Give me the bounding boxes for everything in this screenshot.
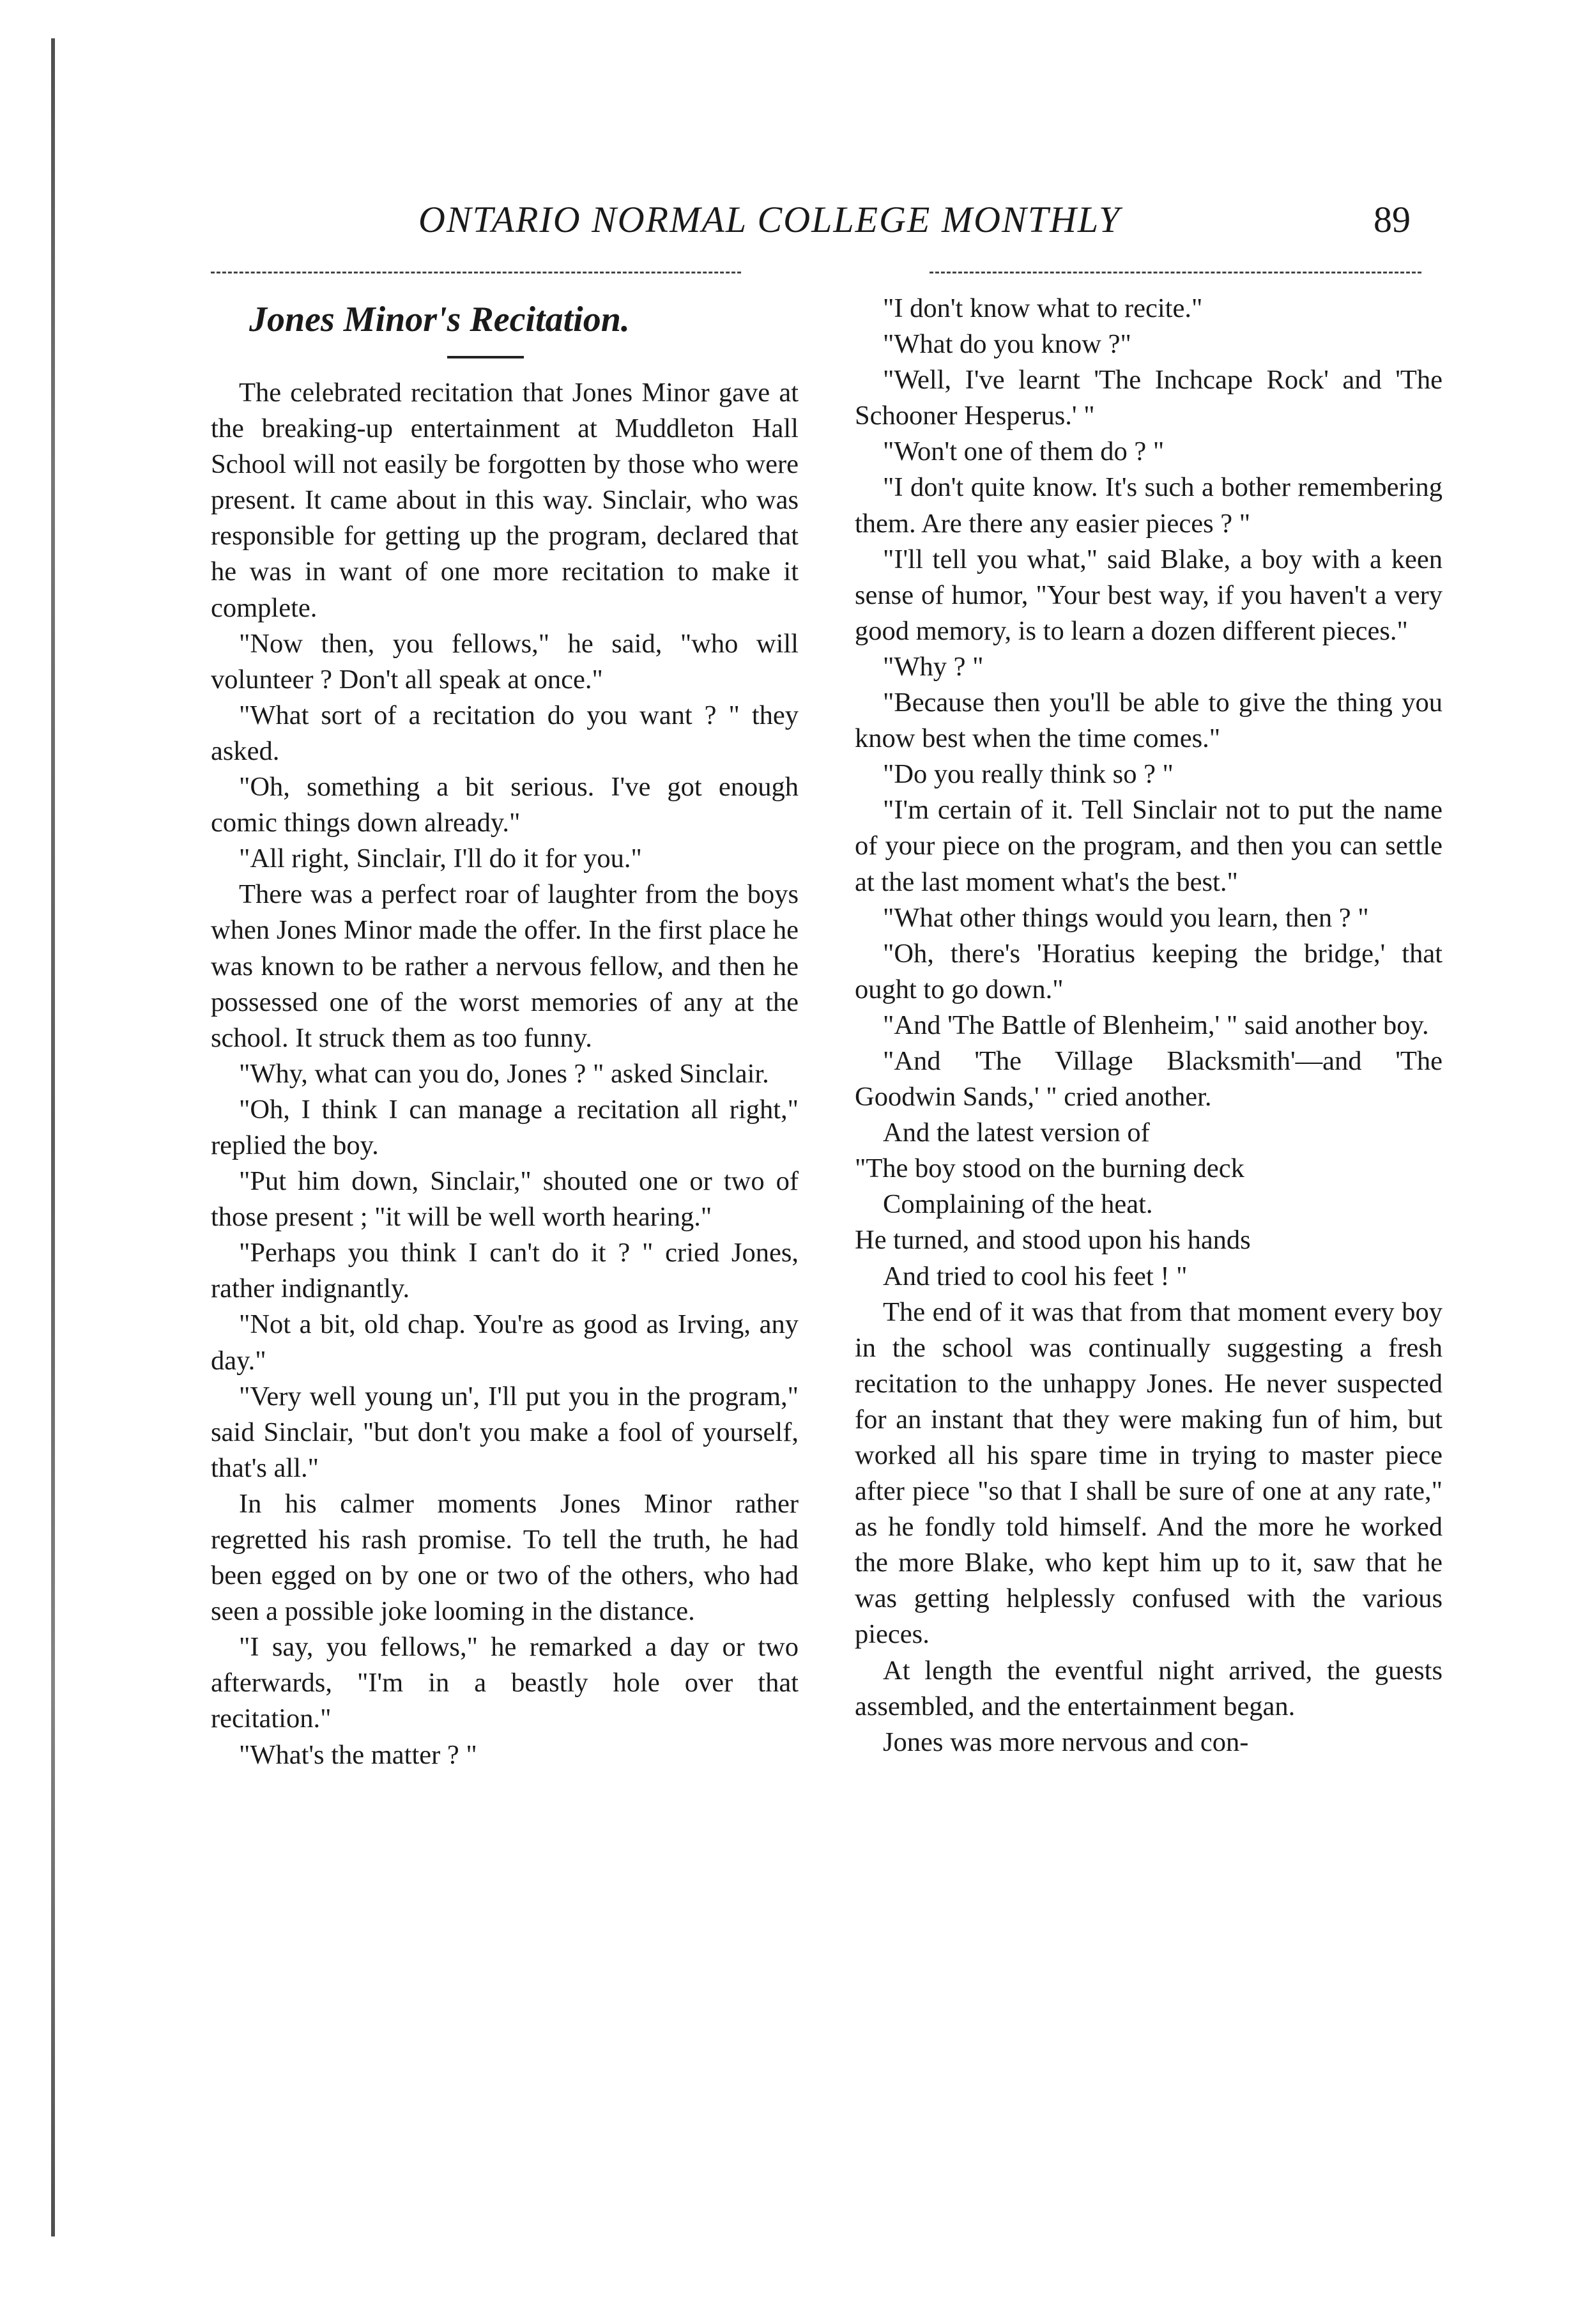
paragraph: "And 'The Battle of Blenheim,' " said another boy. (883, 1010, 1429, 1040)
paragraph: "Won't one of them do ? " (883, 436, 1165, 467)
verse-line: And the latest version of (883, 1118, 1150, 1148)
paragraph: "And 'The Village Blacksmith'—and 'The Goodwin Sands,' " cried another. (855, 1045, 1443, 1112)
paragraph: "What sort of a recitation do you want ? " they asked. (211, 700, 799, 766)
paragraph: The end of it was that from that moment every boy in the school was continually suggesting a fresh recitation to the unhappy Jones. He never suspected for an instant that they were making fun of him, but worked all his spare time in trying to master piece after piece "so that I shall be sure of one at any rate," as he fondly told himself. And the more he worked the more Blake, who kept him up to it, saw that he was getting helplessly confused with the various pieces. (855, 1297, 1443, 1650)
paragraph: "Now then, you fellows," he said, "who will volunteer ? Don't all speak at once." (211, 628, 799, 695)
article-title: Jones Minor's Recitation. (249, 300, 630, 339)
paragraph: "Oh, there's 'Horatius keeping the bridge,' that ought to go down." (855, 938, 1443, 1004)
paragraph: "Do you really think so ? " (883, 759, 1174, 790)
title-rule (447, 356, 524, 358)
paragraph: "What do you know ?" (883, 329, 1131, 360)
verse-line: "The boy stood on the burning deck (855, 1153, 1244, 1184)
paragraph: "I don't quite know. It's such a bother remembering them. Are there any easier pieces ? " (855, 472, 1443, 539)
running-title: ONTARIO NORMAL COLLEGE MONTHLY (418, 199, 1121, 240)
right-column (855, 291, 1443, 1760)
paragraph: "Oh, something a bit serious. I've got enough comic things down already." (211, 772, 799, 838)
paragraph: The celebrated recitation that Jones Minor gave at the breaking-up entertainment at Muddleton Hall School will not easily be forgotten by those who were present. It came about in this way. Sinclair, who was responsible for getting up the program, declared that he was in want of one more recitation to make it complete. (211, 378, 799, 623)
paragraph: "I'll tell you what," said Blake, a boy with a keen sense of humor, "Your best way, if you haven't a very good memory, is to learn a dozen different pieces." (855, 544, 1443, 646)
left-column (211, 291, 799, 1773)
paragraph: "I'm certain of it. Tell Sinclair not to put the name of your piece on the program, and then you can settle at the last moment what's the best." (855, 795, 1443, 897)
paragraph: "I say, you fellows," he remarked a day or two afterwards, "I'm in a beastly hole over that recitation." (211, 1632, 799, 1734)
paragraph: In his calmer moments Jones Minor rather regretted his rash promise. To tell the truth, he had been egged on by one or two of the others, who had seen a possible joke looming in the distance. (211, 1488, 799, 1627)
paragraph: "Oh, I think I can manage a recitation all right," replied the boy. (211, 1094, 799, 1160)
paragraph: "I don't know what to recite." (883, 293, 1203, 323)
paragraph: "Why ? " (883, 651, 984, 682)
paragraph: There was a perfect roar of laughter from the boys when Jones Minor made the offer. In the first place he was known to be rather a nervous fellow, and then he possessed one of the worst memories of any at the school. It struck them as too funny. (211, 879, 799, 1053)
paragraph: "All right, Sinclair, I'll do it for you." (239, 843, 642, 874)
header-rule-right (930, 272, 1421, 273)
paragraph: "What other things would you learn, then ? " (883, 902, 1369, 933)
header-rule-left (211, 272, 741, 273)
verse-line: Complaining of the heat. (883, 1189, 1153, 1220)
paragraph: "Because then you'll be able to give the thing you know best when the time comes." (855, 688, 1443, 754)
verse-line: He turned, and stood upon his hands (855, 1225, 1251, 1256)
verse-line: And tried to cool his feet ! " (883, 1261, 1188, 1291)
binding-margin-rule (51, 38, 55, 2236)
page-number: 89 (1374, 199, 1411, 240)
paragraph: At length the eventful night arrived, the guests assembled, and the entertainment began. (855, 1655, 1443, 1721)
paragraph: Jones was more nervous and con- (883, 1727, 1249, 1757)
paragraph: "Very well young un', I'll put you in the program," said Sinclair, "but don't you make a fool of yourself, that's all." (211, 1381, 799, 1483)
paragraph: "Why, what can you do, Jones ? " asked Sinclair. (239, 1058, 769, 1089)
paragraph: "Well, I've learnt 'The Inchcape Rock' and 'The Schooner Hesperus.' " (855, 365, 1443, 431)
paragraph: "Perhaps you think I can't do it ? " cried Jones, rather indignantly. (211, 1238, 799, 1304)
paragraph: "What's the matter ? " (239, 1739, 477, 1770)
paragraph: "Put him down, Sinclair," shouted one or two of those present ; "it will be well worth hearing." (211, 1166, 799, 1233)
paragraph: "Not a bit, old chap. You're as good as Irving, any day." (211, 1309, 799, 1376)
